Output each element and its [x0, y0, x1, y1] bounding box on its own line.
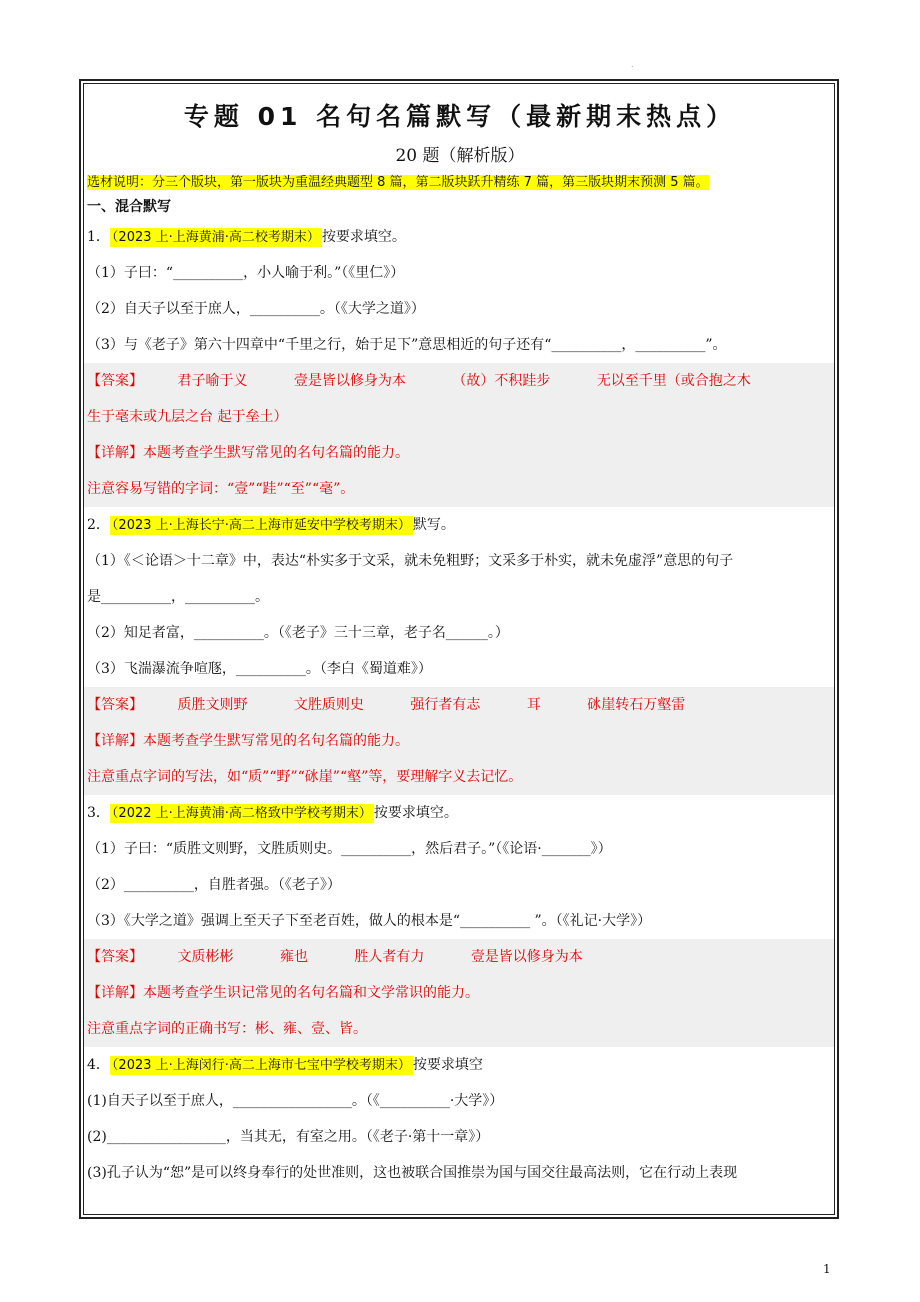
answer-line — [87, 363, 835, 399]
question-line: （1）子曰：“质胜文则野，文胜质则史。__________，然后君子。”（《论语·_______》） — [87, 841, 612, 857]
question-line: （2）__________，自胜者强。（《老子》） — [87, 877, 341, 893]
question-line: (3)孔子认为“恕”是可以终身奉行的处世准则，这也被联合国推崇为国与国交往最高法则，它在行动上表现 — [87, 1165, 738, 1181]
question-line: （3）与《老子》第六十四章中“千里之行，始于足下”意思相近的句子还有“__________，__________”。 — [87, 337, 727, 353]
page-subtitle: 20 题（解析版） — [395, 146, 525, 166]
question-header — [87, 507, 833, 543]
answer-detail: 【详解】本题考查学生识记常见的名句名篇和文学常识的能力。 — [87, 985, 479, 1001]
question-number: 4． — [87, 1057, 110, 1073]
question-prompt: 按要求填空。 — [373, 805, 458, 821]
question-source: （2023 上·上海长宁·高二上海市延安中学校考期末） — [111, 518, 411, 533]
answer-note: 注意容易写错的字词：“壹”“跬”“至”“毫”。 — [87, 481, 355, 497]
page-mark: . — [631, 60, 634, 69]
question-prompt: 按要求填空 — [412, 1057, 483, 1073]
answer-item: 壹是皆以修身为本 — [470, 949, 583, 965]
answer-item: 砯崖转石万壑雷 — [587, 697, 686, 713]
answer-item: 强行者有志 — [410, 697, 481, 713]
question-3 — [87, 795, 833, 1047]
description-highlight: 选材说明：分三个版块，第一版块为重温经典题型 8 篇，第二版块跃升精练 7 篇，第三版块期末预测 5 篇。 — [87, 175, 709, 190]
content-frame — [79, 79, 839, 1219]
answer-item: 胜人者有力 — [354, 949, 425, 965]
answer-tag: 【答案】 — [87, 949, 143, 965]
answer-note: 注意重点字词的正确书写：彬、雍、壹、皆。 — [87, 1021, 367, 1037]
answer-item: 雍也 — [279, 949, 308, 965]
answer-note: 注意重点字词的写法，如“质”“野”“砯崖”“壑”等，要理解字义去记忆。 — [87, 769, 523, 785]
answer-tag: 【答案】 — [87, 373, 143, 389]
answer-block — [83, 687, 835, 795]
question-line: (2)_________________，当其无，有室之用。（《老子·第十一章》） — [87, 1129, 490, 1145]
answer-item: （故）不积跬步 — [452, 373, 551, 389]
answer-item: 文质彬彬 — [177, 949, 234, 965]
answer-tag: 【答案】 — [87, 697, 143, 713]
answer-line — [87, 687, 835, 723]
question-number: 1． — [87, 229, 110, 245]
question-line: 是__________，__________。 — [87, 589, 269, 605]
answer-detail: 【详解】本题考查学生默写常见的名句名篇的能力。 — [87, 445, 409, 461]
question-line: （3）《大学之道》强调上至天子下至老百姓，做人的根本是“__________ ”。（《礼记·大学》） — [87, 913, 652, 929]
page-number: 1 — [823, 1262, 831, 1276]
section-heading: 一、混合默写 — [87, 199, 171, 215]
question-line: (1)自天子以至于庶人，_________________。（《__________·大学》） — [87, 1093, 504, 1109]
answer-item: 壹是皆以修身为本 — [293, 373, 406, 389]
question-1 — [87, 219, 833, 507]
selection-description — [87, 171, 833, 195]
question-header — [87, 795, 833, 831]
answer-item: 君子喻于义 — [177, 373, 248, 389]
answer-block — [83, 939, 835, 1047]
question-source: （2023 上·上海闵行·高二上海市七宝中学校考期末） — [111, 1058, 411, 1073]
answer-item: 耳 — [526, 697, 541, 713]
page-title: 专题 01 名句名篇默写（最新期末热点） — [183, 102, 737, 131]
answer-item: 质胜文则野 — [177, 697, 248, 713]
answer-block — [83, 363, 835, 507]
question-2 — [87, 507, 833, 795]
question-number: 3． — [87, 805, 110, 821]
question-line: （2）知足者富，__________。（《老子》三十三章，老子名______。） — [87, 625, 509, 641]
question-source: （2022 上·上海黄浦·高二格致中学校考期末） — [111, 806, 372, 821]
question-line: （3）飞湍瀑流争喧豗，__________。（李白《蜀道难》） — [87, 661, 432, 677]
question-prompt: 按要求填空。 — [321, 229, 406, 245]
question-source: （2023 上·上海黄浦·高二校考期末） — [111, 230, 320, 245]
question-4 — [87, 1047, 833, 1191]
question-prompt: 默写。 — [412, 517, 455, 533]
question-line: （1）《＜论语＞十二章》中，表达“朴实多于文采，就未免粗野；文采多于朴实，就未免虚浮”意思的句子 — [87, 553, 734, 569]
question-line: （1）子曰：“__________，小人喻于利。”（《里仁》） — [87, 265, 405, 281]
answer-item: 文胜质则史 — [293, 697, 364, 713]
question-number: 2． — [87, 517, 110, 533]
answer-continuation: 生于毫末或九层之台 起于垒土） — [87, 409, 288, 425]
question-line: （2）自天子以至于庶人，__________。（《大学之道》） — [87, 301, 425, 317]
content-body — [87, 81, 833, 1191]
answer-detail: 【详解】本题考查学生默写常见的名句名篇的能力。 — [87, 733, 409, 749]
question-header — [87, 1047, 833, 1083]
answer-line — [87, 939, 835, 975]
question-header — [87, 219, 833, 255]
answer-item: 无以至千里（或合抱之木 — [596, 373, 751, 389]
